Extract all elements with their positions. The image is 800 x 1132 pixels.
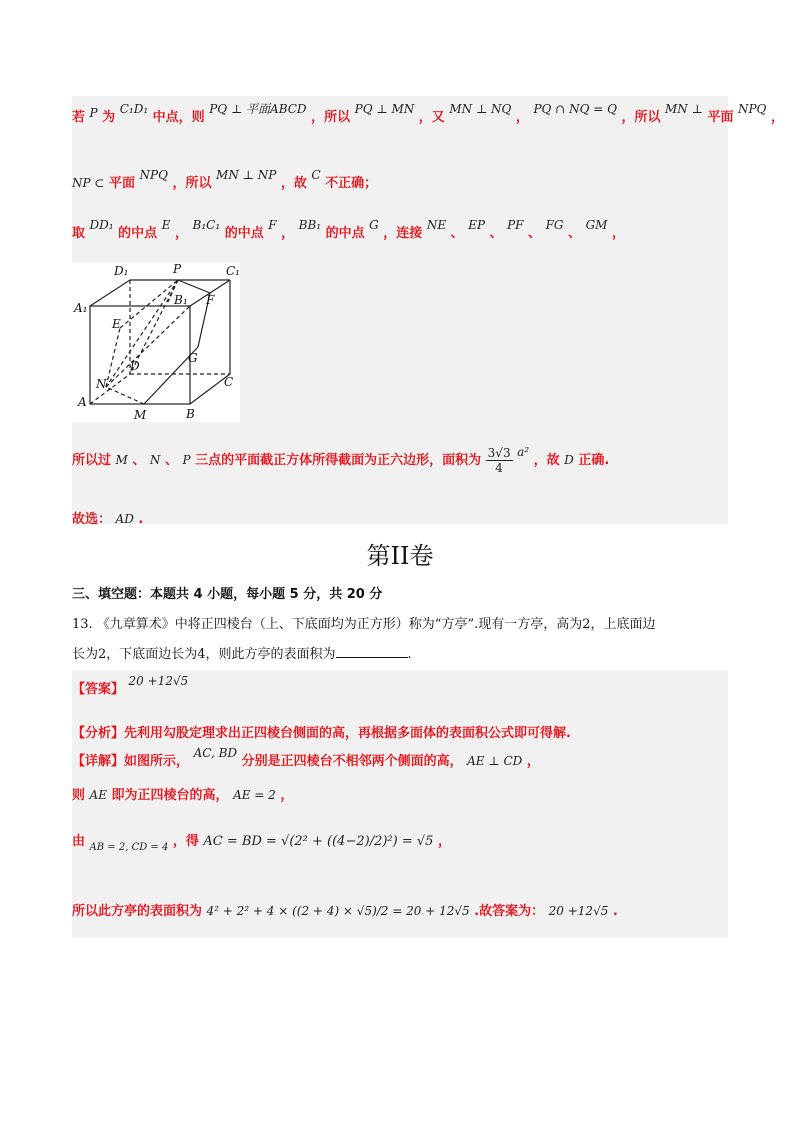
text: ， [526,754,540,769]
text: ，故 [280,176,307,191]
math: AD [115,512,134,526]
text: ， [437,834,451,849]
text: ，所以 [311,110,351,125]
analysis-text: 先利用勾股定理求出正四棱台侧面的高，再根据多面体的表面积公式即可得解. [124,726,571,741]
label-D: D [130,359,140,373]
text: ，又 [418,110,445,125]
text: 的中点 [224,226,264,241]
analysis-label: 【分析】 [72,726,125,741]
text: 由 [72,834,86,849]
label-E: E [112,317,121,331]
text: 为 [102,110,116,125]
text: ， [515,110,529,125]
text: 若 [72,110,86,125]
math: MN ⊥ NP [216,168,277,182]
text: ， [280,788,294,803]
label-C: C [224,375,234,389]
solution-line-1 [72,102,784,125]
math: MN ⊥ [665,102,703,116]
text: 的中点 [118,226,158,241]
cube-diagram [72,262,240,422]
cube-figure [72,262,240,422]
height-line [72,784,293,803]
label-B1: B₁ [174,293,188,307]
math: AC, BD [193,746,238,760]
text: 则 [72,788,86,803]
math: AE ⊥ CD [467,754,523,768]
math: AE [89,788,107,802]
text: 平面 [108,176,135,191]
text: ，连接 [383,226,423,241]
math: NPQ [139,168,168,182]
math: AB = 2, CD = 4 [89,842,169,853]
math: GM [585,218,608,232]
solution-line-3 [72,218,626,241]
label-D1: D₁ [114,264,129,278]
math: P [89,106,98,120]
text: 中点，则 [152,110,205,125]
text: ， [174,226,188,241]
math: BB₁ [298,218,322,232]
question-13-line-2 [72,643,732,662]
text: ，故 [533,453,560,468]
label-N: N [96,377,107,391]
math: PQ ∩ NQ = Q [533,102,617,116]
text: ， [281,226,295,241]
text: 三点的平面截正方体所得截面为正六边形，面积为 [195,453,482,468]
text: .故答案为： [474,904,545,919]
section-heading: 第II卷 [366,542,434,570]
text: . [138,512,144,527]
math: F [268,218,277,232]
math: PQ ⊥ MN [354,102,415,116]
text: 即为正四棱台的高， [111,788,229,803]
math: 20 +12√5 [548,904,609,918]
text: ，得 [172,834,199,849]
text: ，所以 [621,110,661,125]
section-intro: 三、填空题：本题共 4 小题，每小题 5 分，共 20 分 [72,587,383,602]
solution-line-2 [72,168,378,191]
detail-line [72,746,540,769]
text: ， [770,110,784,125]
math: FG [545,218,564,232]
text: 、 [528,226,542,241]
math: AE = 2 [233,788,276,802]
math: a² [517,445,530,459]
analysis-line [72,722,571,741]
label-M: M [134,408,147,422]
text: 正确. [578,453,610,468]
text: 的中点 [325,226,365,241]
math: M [115,453,128,467]
text: 、 [450,226,464,241]
math: D [564,453,574,467]
final-line [72,900,618,919]
answer-blank[interactable] [336,645,408,658]
math: EP [468,218,486,232]
math: C₁D₁ [119,102,149,116]
math: E [161,218,171,232]
label-A: A [78,395,87,409]
solution-line-4 [72,446,609,475]
label-F: F [206,293,215,307]
area-fraction [486,446,513,475]
math: NE [426,218,447,232]
answer-line [72,674,189,697]
math: 4² + 2² + 4 × ((2 + 4) × √5)/2 = 20 + 12√5 [206,904,470,918]
math: NP ⊂ [72,176,105,190]
math: MN ⊥ NQ [449,102,512,116]
math: PQ ⊥ 平面ABCD [209,102,307,116]
text: 、 [489,226,503,241]
text: 、 [164,453,178,468]
text: 取 [72,226,86,241]
label-C1: C₁ [226,264,240,278]
text: 、 [568,226,582,241]
text: . [407,647,412,662]
math: G [369,218,379,232]
text: 平面 [707,110,734,125]
math: B₁C₁ [192,218,221,232]
math: AC = BD = √(2² + ((4−2)/2)²) = √5 [203,834,434,849]
text: 故选： [72,512,112,527]
text: ，所以 [172,176,212,191]
math: N [149,453,161,467]
text: 不正确； [325,176,378,191]
label-P: P [173,262,182,276]
question-13-line-1: 13. 《九章算术》中将正四棱台（上、下底面均为正方形）称为“方亭”.现有一方亭，高为2，上底面边 [72,617,656,632]
math: NPQ [737,102,767,116]
label-A1: A₁ [74,301,88,315]
fraction-numerator: 3√3 [487,446,511,460]
text: ， [612,226,626,241]
solution-panel-2 [72,670,728,938]
math: C [311,168,321,182]
solution-line-5 [72,508,143,527]
answer-value: 20 +12√5 [128,674,189,688]
math: P [182,453,191,467]
text: 、 [132,453,146,468]
text: . [612,904,618,919]
detail-label: 【详解】 [72,754,125,769]
text: 所以此方亭的表面积为 [72,904,203,919]
label-B: B [186,407,195,421]
answer-label: 【答案】 [72,682,125,697]
math: PF [507,218,524,232]
text: 分别是正四棱台不相邻两个侧面的高， [241,754,463,769]
text: 长为2，下底面边长为4，则此方亭的表面积为 [72,647,336,662]
text: 如图所示， [124,754,190,769]
label-G: G [188,351,198,365]
math: DD₁ [89,218,114,232]
fraction-denominator: 4 [495,461,503,475]
text: 所以过 [72,453,112,468]
derivation-line [72,830,451,853]
